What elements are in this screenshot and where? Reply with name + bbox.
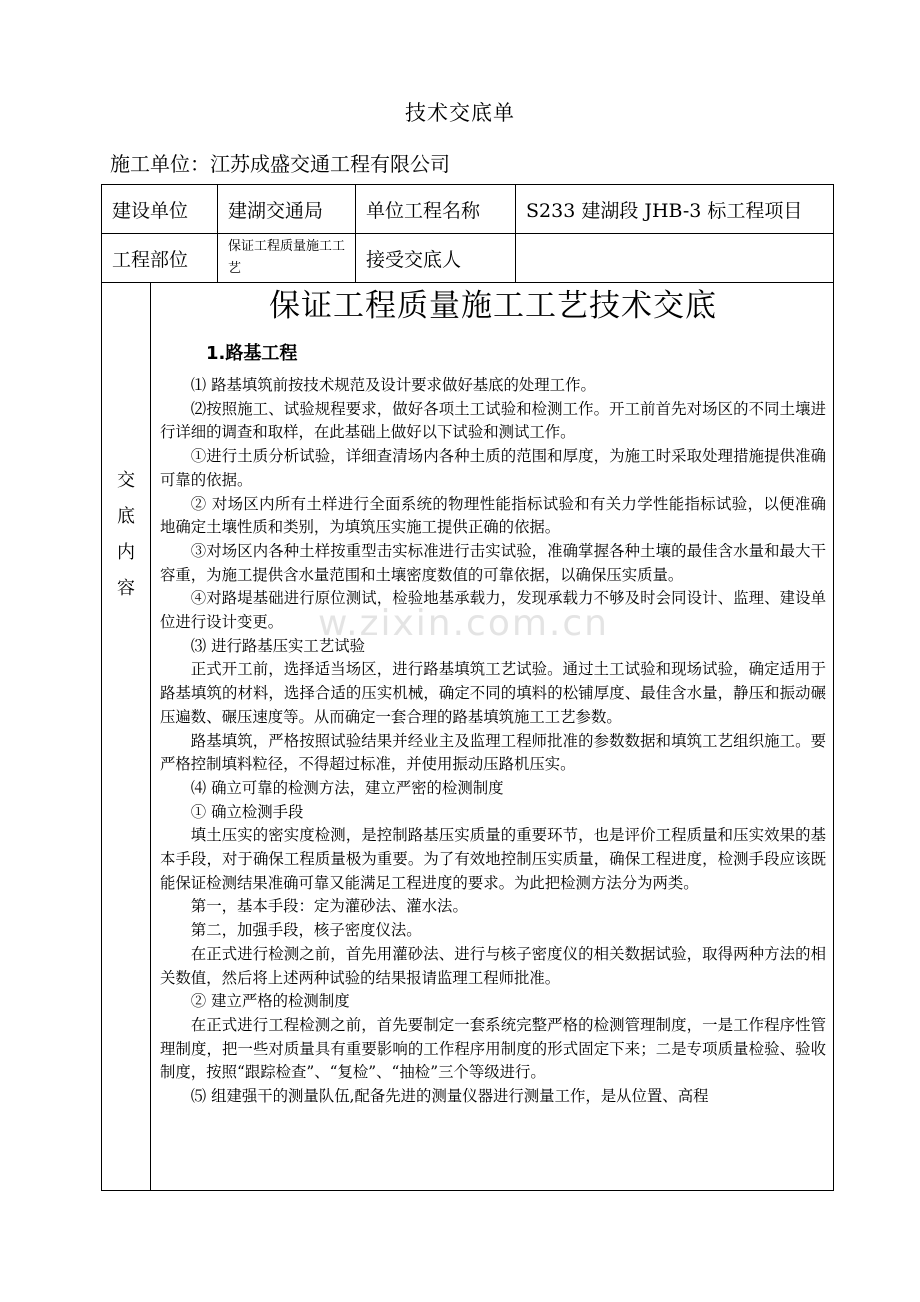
content-main <box>160 282 826 1109</box>
section-heading: 1.路基工程 <box>206 343 298 364</box>
project-name-value: S233 建湖段 JHB-3 标工程项目 <box>516 185 834 234</box>
paragraph: 路基填筑，严格按照试验结果并经业主及监理工程师批准的参数数据和填筑工艺组织施工。要严格控制填料粒径，不得超过标准，并使用振动压路机压实。 <box>160 731 826 774</box>
recipient-label: 接受交底人 <box>356 234 516 283</box>
project-part-value: 保证工程质量施工工艺 <box>218 234 356 283</box>
project-part-label: 工程部位 <box>102 234 218 283</box>
paragraph: ② 对场区内所有土样进行全面系统的物理性能指标试验和有关力学性能指标试验，以便准确地确定土壤性质和类别，为填筑压实施工提供正确的依据。 <box>160 494 826 537</box>
paragraph: 第二，加强手段，核子密度仪法。 <box>190 921 422 940</box>
paragraph: ⑷ 确立可靠的检测方法，建立严密的检测制度 <box>190 778 504 797</box>
paragraph: ③对场区内各种土样按重型击实标准进行击实试验，准确掌握各种土壤的最佳含水量和最大干容重，为施工提供含水量范围和土壤密度数值的可靠依据，以确保压实质量。 <box>160 541 826 584</box>
paragraph: ⑴ 路基填筑前按技术规范及设计要求做好基底的处理工作。 <box>190 376 596 394</box>
side-label-column <box>102 282 151 1190</box>
header-table <box>101 184 834 283</box>
watermark: w.zixin.com.cn <box>318 603 609 644</box>
paragraph: ⑶ 进行路基压实工艺试验 <box>190 636 365 655</box>
paragraph: ④对路堤基础进行原位测试，检验地基承载力，发现承载力不够及时会同设计、监理、建设单位进行设计变更。 <box>160 589 826 632</box>
paragraph: ①进行土质分析试验，详细查清场内各种土质的范围和厚度，为施工时采取处理措施提供准确可靠的依据。 <box>160 447 826 489</box>
header-row-1 <box>102 185 834 234</box>
document-title: 技术交底单 <box>405 101 515 125</box>
side-label-char: 底 <box>117 506 135 527</box>
side-label-char: 容 <box>117 578 135 599</box>
paragraph: 正式开工前，选择适当场区，进行路基填筑工艺试验。通过土工试验和现场试验，确定适用于路基填筑的材料，选择合适的压实机械，确定不同的填料的松铺厚度、最佳含水量，静压和振动碾压遍数、碾压速度等。从而确定一套合理的路基填筑施工工艺参数。 <box>160 660 826 726</box>
construction-unit-value: 建湖交通局 <box>218 185 356 234</box>
paragraph: 在正式进行工程检测之前，首先要制定一套系统完整严格的检测管理制度，一是工作程序性管理制度，把一些对质量具有重要影响的工作程序用制度的形式固定下来；二是专项质量检验、验收制度，按照“跟踪检查”、“复检”、“抽检”三个等级进行。 <box>160 1015 826 1082</box>
paragraph: ① 确立检测手段 <box>190 802 304 821</box>
recipient-value[interactable] <box>516 234 834 283</box>
construction-unit-label: 建设单位 <box>102 185 218 234</box>
side-label-char: 交 <box>117 470 135 491</box>
paragraph: ⑵按照施工、试验规程要求，做好各项土工试验和检测工作。开工前首先对场区的不同土壤进行详细的调查和取样，在此基础上做好以下试验和测试工作。 <box>160 399 826 442</box>
paragraph: 在正式进行检测之前，首先用灌砂法、进行与核子密度仪的相关数据试验，取得两种方法的相关数值，然后将上述两种试验的结果报请监理工程师批准。 <box>160 944 826 987</box>
side-label <box>102 463 150 607</box>
content-title: 保证工程质量施工工艺技术交底 <box>269 288 717 324</box>
construction-unit-line: 施工单位：江苏成盛交通工程有限公司 <box>110 152 450 176</box>
paragraph: ⑸ 组建强干的测量队伍,配备先进的测量仪器进行测量工作，是从位置、高程 <box>190 1087 709 1106</box>
paragraph: 第一，基本手段：定为灌砂法、灌水法。 <box>190 897 468 916</box>
paragraph: 填土压实的密实度检测，是控制路基压实质量的重要环节，也是评价工程质量和压实效果的基本手段，对于确保工程质量极为重要。为了有效地控制压实质量，确保工程进度，检测手段应该既能保证检测结果准确可靠又能满足工程进度的要求。为此把检测方法分为两类。 <box>160 826 826 892</box>
header-row-2 <box>102 234 834 283</box>
content-box <box>101 282 834 1191</box>
side-label-char: 内 <box>117 542 135 563</box>
project-name-label: 单位工程名称 <box>356 185 516 234</box>
paragraph: ② 建立严格的检测制度 <box>190 992 350 1011</box>
